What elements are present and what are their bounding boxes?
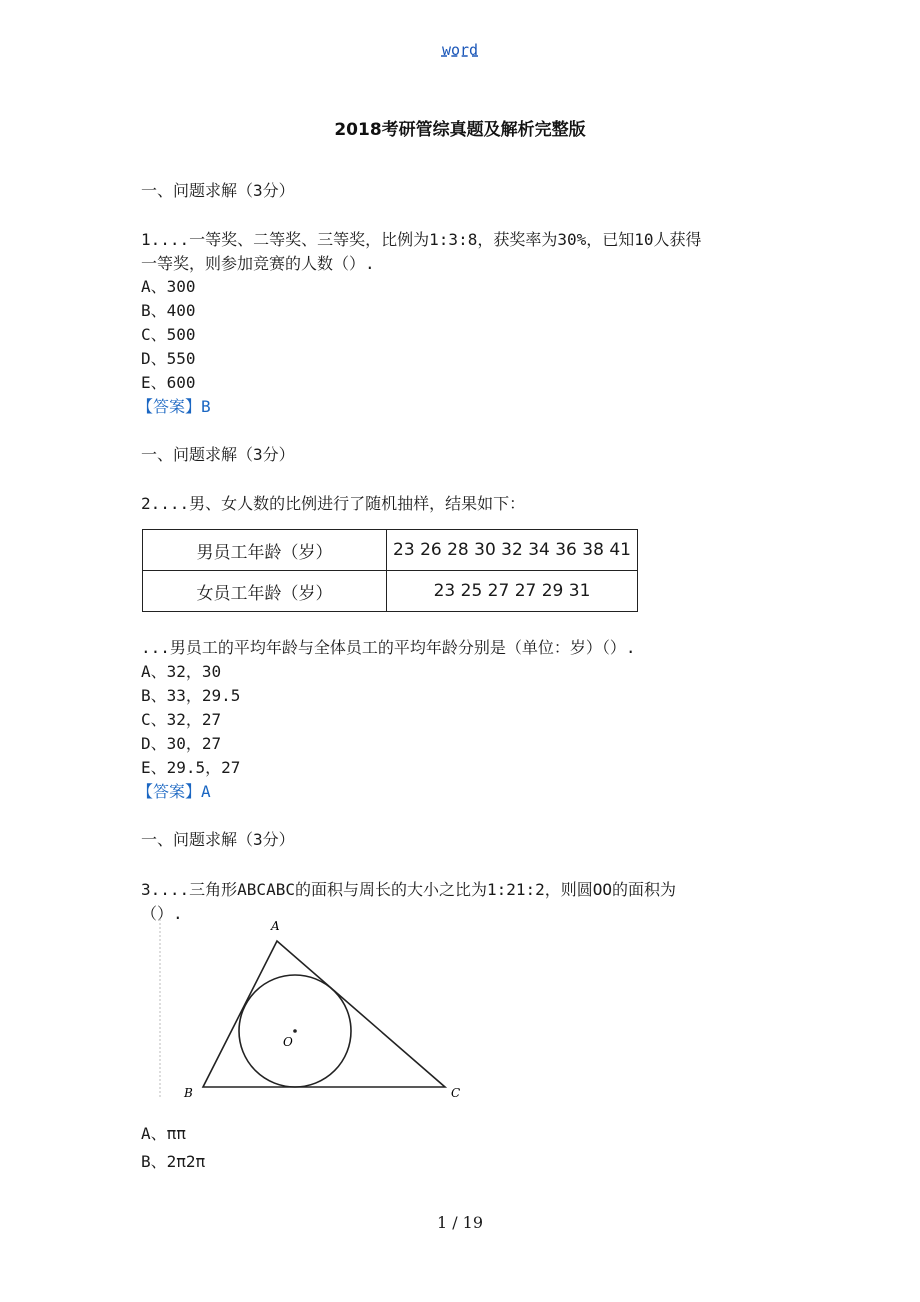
- q1-answer: 【答案】B: [137, 397, 211, 416]
- page-title: 2018考研管综真题及解析完整版: [334, 120, 586, 140]
- triangle-abc: [203, 941, 445, 1087]
- q3-stem-line2: （）.: [141, 904, 183, 923]
- q1-section-heading: 一、问题求解（3分）: [141, 181, 295, 200]
- q1-option-b: B、400: [141, 301, 196, 320]
- male-age-label: 男员工年龄（岁）: [143, 530, 387, 571]
- vertex-label-c: C: [451, 1086, 461, 1100]
- age-table: [142, 529, 638, 612]
- female-age-label: 女员工年龄（岁）: [143, 571, 387, 612]
- header-word-link[interactable]: [0, 41, 920, 59]
- q1-stem-line1: 1....一等奖、二等奖、三等奖，比例为1:3:8，获奖率为30%，已知10人获得: [141, 230, 702, 249]
- q3-section-heading: 一、问题求解（3分）: [141, 830, 295, 849]
- q2-question: ...男员工的平均年龄与全体员工的平均年龄分别是（单位：岁）（）.: [141, 638, 636, 657]
- table-row: [143, 571, 638, 612]
- table-row: [143, 530, 638, 571]
- q2-option-a: A、32，30: [141, 662, 222, 681]
- center-point-o: [293, 1029, 297, 1033]
- vertex-label-a: A: [271, 919, 280, 933]
- page-number: 1 / 19: [436, 1213, 484, 1232]
- q2-option-d: D、30，27: [141, 734, 222, 753]
- q2-section-heading: 一、问题求解（3分）: [141, 445, 295, 464]
- q3-stem-line1: 3....三角形ABCABC的面积与周长的大小之比为1:21:2，则圆OO的面积为: [141, 880, 677, 899]
- q1-option-d: D、550: [141, 349, 196, 368]
- female-age-values: 23 25 27 27 29 31: [387, 571, 638, 612]
- q2-answer: 【答案】A: [137, 782, 211, 801]
- q1-option-e: E、600: [141, 373, 196, 392]
- q1-stem-line2: 一等奖，则参加竞赛的人数（）.: [141, 254, 375, 273]
- male-age-values: 23 26 28 30 32 34 36 38 41: [387, 530, 638, 571]
- q2-stem: 2....男、女人数的比例进行了随机抽样，结果如下：: [141, 494, 526, 513]
- q2-option-e: E、29.5，27: [141, 758, 241, 777]
- q1-option-c: C、500: [141, 325, 196, 344]
- header-link-text[interactable]: word: [441, 41, 479, 59]
- q1-option-a: A、300: [141, 277, 196, 296]
- vertex-label-b: B: [184, 1086, 193, 1100]
- triangle-incircle-figure: [158, 917, 468, 1102]
- q2-option-b: B、33，29.5: [141, 686, 241, 705]
- q3-option-a: A、ππ: [141, 1124, 186, 1143]
- q2-option-c: C、32，27: [141, 710, 222, 729]
- center-label-o: O: [283, 1035, 293, 1049]
- q3-option-b: B、2π2π: [141, 1152, 206, 1171]
